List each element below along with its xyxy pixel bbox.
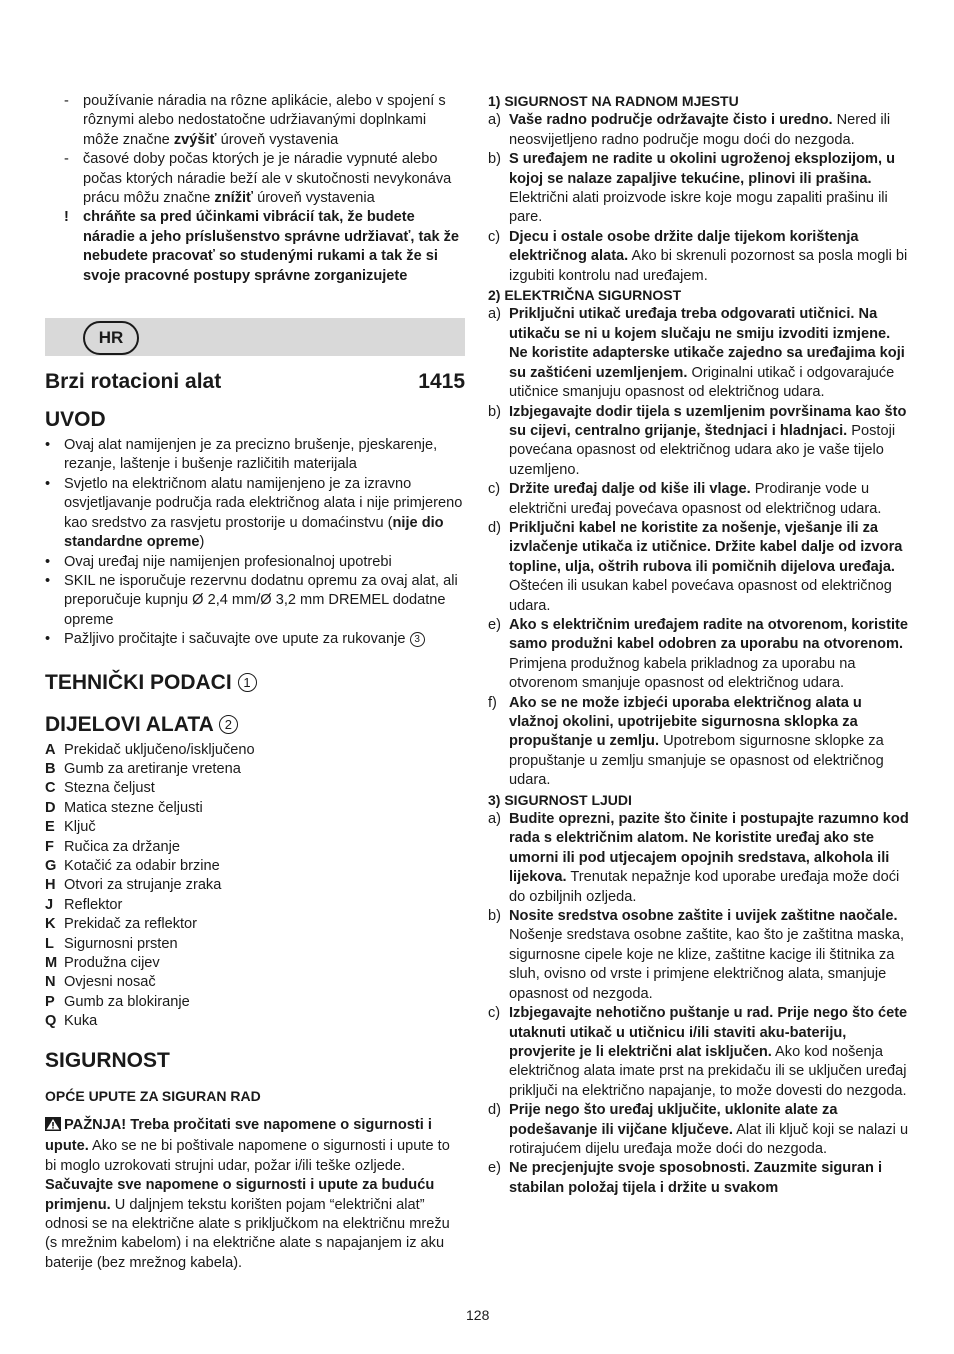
item-text-bold: Prije nego što uređaj uključite, uklonite alate za podešavanje ili vijčane ključeve.	[509, 1102, 838, 1138]
figure-ref-icon: 2	[219, 715, 238, 734]
item-text	[509, 1101, 910, 1159]
part-label: Matica stezne čeljusti	[64, 799, 203, 816]
item-text-normal: Nošenje sredstava osobne zaštite, kao što je zaštitna maska, sigurnosne cipele koje ne klize, zaštitne kacige ili štitnika za sluh, ovisno od vrste i primjene električnog alata, smanjuje opasnost od nezgoda.	[509, 927, 905, 1002]
text: časové doby počas ktorých je je náradie vypnuté alebo počas ktorých náradie beží ale v skutočnosti nevykonáva prácu môžu značne	[83, 151, 452, 207]
section-heading: 3) SIGURNOST LJUDI	[488, 791, 632, 808]
item-text	[509, 810, 910, 907]
part-item	[45, 954, 465, 973]
parts-list	[45, 741, 465, 1032]
bullet-item	[45, 436, 465, 475]
product-number: 1415	[418, 370, 465, 394]
part-letter: K	[45, 916, 56, 933]
bullet-icon: •	[45, 475, 51, 492]
bullet-icon: •	[45, 437, 51, 454]
part-label: Otvori za strujanje zraka	[64, 877, 222, 894]
item-letter: e)	[488, 1160, 501, 1177]
item-text-bold: Izbjegavajte nehotično puštanje u rad. Prije nego što ćete utaknuti utikač u utičnicu i/ili staviti aku-bateriju, provjerite je li električni alat isključen.	[509, 1005, 908, 1060]
language-band	[45, 318, 465, 356]
item-text-bold: Nosite sredstva osobne zaštite i uvijek zaštitne naočale.	[509, 908, 898, 925]
text: U daljnjem tekstu korišten pojam “električni alat” odnosi se na električne alate s priključkom na električnu mrežu (s mrežnim kabelom) i na električne alate s napajanjem iz aku baterije (bez mrežnog kabela).	[45, 1196, 450, 1271]
heading-text: TEHNIČKI PODACI	[45, 670, 232, 694]
page-number: 128	[466, 1307, 490, 1323]
item-text	[509, 616, 910, 694]
part-letter: B	[45, 760, 56, 777]
part-letter: M	[45, 955, 58, 971]
item-letter: c)	[488, 228, 501, 245]
dash-marker: -	[64, 151, 69, 168]
warning-triangle-icon	[45, 1117, 61, 1137]
safety-item	[488, 694, 910, 791]
item-letter: d)	[488, 519, 501, 536]
part-letter: D	[45, 799, 56, 816]
part-item	[45, 799, 465, 818]
subheading-opce-upute: OPĆE UPUTE ZA SIGURAN RAD	[45, 1087, 261, 1104]
item-text	[509, 228, 910, 286]
item-text-bold: Djecu i ostale osobe držite dalje tijekom korištenja električnog alata.	[509, 228, 859, 265]
heading-tehnicki	[45, 669, 465, 697]
item-text-bold: Priključni kabel ne koristite za nošenje, vješanje ili za izvlačenje utikača iz utičnice. Držite kabel dalje od izvora topline, ulja, oštrih rubova ili pomičnih dijelova uređaja.	[509, 519, 903, 575]
part-item	[45, 818, 465, 837]
safety-item	[488, 111, 910, 150]
part-letter: J	[45, 896, 54, 913]
part-letter: F	[45, 838, 54, 855]
part-letter: G	[45, 857, 57, 874]
text-bold: znížiť	[214, 190, 254, 207]
right-column	[488, 92, 910, 1198]
item-letter: b)	[488, 151, 501, 168]
product-title-row	[45, 368, 465, 396]
item-text-normal: Upotrebom sigurnosne sklopke za propuštanje u zemlju smanjuje se opasnost od električnog udara.	[509, 733, 884, 789]
part-label: Kuka	[64, 1013, 98, 1030]
part-letter: Q	[45, 1013, 57, 1030]
item-text	[509, 694, 910, 791]
text-bold: PAŽNJA! Treba pročitati sve napomene o sigurnosti i upute.	[45, 1117, 432, 1155]
part-label: Reflektor	[64, 896, 123, 913]
section-heading: 2) ELEKTRIČNA SIGURNOST	[488, 287, 682, 304]
item-text-bold: S uređajem ne radite u okolini ugroženoj eksplozijom, u kojoj se nalaze zapaljive tekućine, plinovi ili prašina.	[509, 151, 895, 187]
safety-item	[488, 305, 910, 402]
item-letter: c)	[488, 481, 501, 498]
item-text	[509, 305, 910, 402]
part-label: Kotačić za odabir brzine	[64, 857, 220, 874]
list-item	[45, 150, 465, 208]
item-letter: d)	[488, 1102, 501, 1119]
part-item	[45, 935, 465, 954]
section-list	[488, 810, 910, 1198]
exclamation-marker: !	[64, 209, 69, 226]
text: Pažljivo pročitajte i sačuvajte ove upute za rukovanje	[64, 631, 406, 648]
heading-uvod: UVOD	[45, 408, 106, 432]
item-text-normal: Oštećen ili usukan kabel povećava opasnost od električnog udara.	[509, 578, 892, 614]
dash-marker: -	[64, 93, 69, 109]
text: SKIL ne isporučuje rezervnu dodatnu opremu za ovaj alat, ali preporučuje kupnju Ø 2,4 mm/Ø 3,2 mm DREMEL dodatne opreme	[64, 572, 458, 628]
part-label: Sigurnosni prsten	[64, 935, 178, 952]
part-label: Gumb za aretiranje vretena	[64, 760, 241, 777]
text: používanie náradia na rôzne aplikácie, alebo v spojení s rôznymi alebo nedostatočne udržiavanými doplnkami môže značne	[83, 93, 446, 148]
item-text-normal: Postoji povećana opasnost od električnog udara ako je vaše tijelo uzemljeno.	[509, 422, 896, 478]
section-heading: 1) SIGURNOST NA RADNOM MJESTU	[488, 93, 739, 109]
part-label: Prekidač uključeno/isključeno	[64, 741, 255, 758]
left-column	[45, 92, 465, 1273]
item-text-bold: Ako se ne može izbjeći uporaba električnog alata u vlažnoj okolini, upotrijebite sigurnosna sklopka za propuštanje u zemlju.	[509, 694, 862, 750]
part-item	[45, 1012, 465, 1031]
part-label: Produžna cijev	[64, 955, 160, 971]
item-text-normal: Ako bi skrenuli pozornost sa posla mogli bi izgubiti kontrolu nad uređajem.	[509, 248, 908, 284]
item-text-normal: Primjena produžnog kabela prikladnog za uporabu na otvorenom smanjuje opasnost od električnog udara.	[509, 655, 856, 692]
item-text-normal: Električni alati proizvode iskre koje mogu zapaliti prašinu ili pare.	[509, 190, 888, 226]
item-text	[509, 403, 910, 481]
safety-item	[488, 519, 910, 616]
item-letter: c)	[488, 1005, 501, 1022]
safety-item	[488, 616, 910, 694]
bullet-icon: •	[45, 631, 51, 648]
item-text-bold: Ako s električnim uređajem radite na otvorenom, koristite samo produžni kabel odobren za uporabu na otvorenom.	[509, 616, 909, 653]
part-label: Gumb za blokiranje	[64, 993, 190, 1010]
safety-item	[488, 150, 910, 228]
section-list	[488, 305, 910, 790]
bullet-item	[45, 553, 465, 572]
item-text-bold: Držite uređaj dalje od kiše ili vlage.	[509, 481, 751, 498]
part-letter: H	[45, 877, 56, 894]
safety-item	[488, 1101, 910, 1159]
part-item	[45, 779, 465, 798]
product-title: Brzi rotacioni alat	[45, 370, 222, 394]
item-text-bold: Izbjegavajte dodir tijela s uzemljenim površinama kao što su cijevi, centralno grijanje, štednjaci i hladnjaci.	[509, 403, 907, 439]
figure-ref-icon: 1	[238, 673, 257, 692]
item-text-normal: Trenutak nepažnje kod uporabe uređaja može doći do ozbiljnih ozljeda.	[509, 869, 900, 905]
part-item	[45, 857, 465, 876]
safety-item	[488, 228, 910, 286]
text: )	[199, 534, 205, 551]
part-item	[45, 973, 465, 992]
figure-ref-icon: 3	[410, 632, 425, 647]
item-text-bold: Ne precjenjujte svoje sposobnosti. Zauzmite siguran i stabilan položaj tijela i držite u svakom	[509, 1160, 883, 1196]
part-item	[45, 896, 465, 915]
item-text	[509, 111, 910, 150]
part-label: Prekidač za reflektor	[64, 916, 198, 933]
part-letter: N	[45, 974, 56, 991]
part-label: Stezna čeljust	[64, 780, 155, 797]
heading-sigurnost: SIGURNOST	[45, 1048, 170, 1072]
text-bold: Sačuvajte sve napomene o sigurnosti i upute za buduću primjenu.	[45, 1177, 435, 1213]
list-item	[45, 208, 465, 286]
item-letter: b)	[488, 403, 501, 420]
item-text	[509, 150, 910, 228]
part-item	[45, 993, 465, 1012]
part-item	[45, 760, 465, 779]
part-item	[45, 838, 465, 857]
item-text-bold: Budite oprezni, pazite što činite i postupajte razumno kod rada s električnim alatom. Ne koristite uređaj ako ste umorni ili pod utjecajem opojnih sredstava, alkohola ili lijekova.	[509, 811, 909, 886]
item-text	[509, 1004, 910, 1101]
part-letter: E	[45, 819, 55, 836]
item-letter: a)	[488, 112, 501, 129]
item-text-normal: Alat ili ključ koji se nalazi u rotirajućem dijelu uređaja može doći do nezgoda.	[509, 1121, 909, 1157]
part-item	[45, 741, 465, 760]
bullet-item	[45, 475, 465, 553]
item-letter: f)	[488, 694, 497, 711]
safety-item	[488, 810, 910, 907]
text: Ako se ne bi poštivale napomene o sigurnosti i upute to bi moglo uzrokovati strujni udar, požar i/ili teške ozljede.	[45, 1138, 450, 1174]
item-letter: e)	[488, 616, 501, 633]
part-letter: A	[45, 741, 56, 758]
part-item	[45, 915, 465, 934]
item-letter: a)	[488, 811, 501, 828]
part-letter: C	[45, 780, 56, 797]
part-label: Ovjesni nosač	[64, 974, 156, 991]
item-text	[509, 480, 910, 519]
heading-text: DIJELOVI ALATA	[45, 712, 213, 736]
safety-item	[488, 907, 910, 1004]
safety-item	[488, 480, 910, 519]
item-text-bold: Vaše radno područje održavajte čisto i uredno.	[509, 112, 833, 129]
bullet-icon: •	[45, 553, 51, 570]
text-bold: nije dio standardne opreme	[64, 514, 444, 551]
item-text-bold: Priključni utikač uređaja treba odgovarati utičnici. Na utikaču se ni u kojem slučaju ne smiju izvoditi izmjene. Ne koristite adapterske utikače zajedno sa uređajima koji su zaštićeni uzemljenjem.	[509, 306, 905, 381]
part-item	[45, 876, 465, 895]
item-letter: a)	[488, 306, 501, 323]
text: Svjetlo na električnom alatu namijenjeno je za izravno osvjetljavanje područja rada električnog alata i nije primjereno kao sredstvo za rasvjetu prostorije u domaćinstvu (	[64, 475, 463, 531]
safety-item	[488, 403, 910, 481]
bullet-item	[45, 630, 465, 649]
part-letter: L	[45, 935, 54, 952]
item-text-normal: Ako kod nošenja električnog alata imate prst na prekidaču ili se uključen uređaj priključi na električno napajanje, to može dovesti do nezgoda.	[509, 1043, 907, 1099]
item-text-normal: Prodiranje vode u električni uređaj povećava opasnost od električnog udara.	[509, 481, 882, 517]
bullet-icon: •	[45, 572, 51, 589]
text: úroveň vystavenia	[253, 190, 375, 207]
safety-item	[488, 1004, 910, 1101]
heading-dijelovi	[45, 711, 465, 739]
text: úroveň vystavenia	[216, 131, 339, 148]
item-text	[509, 907, 910, 1004]
text: Ovaj alat namijenjen je za precizno brušenje, pjeskarenje, rezanje, laštenje i bušenje različitih materijala	[64, 437, 438, 473]
safety-item	[488, 1159, 910, 1198]
item-text	[509, 1159, 910, 1198]
bullet-item	[45, 572, 465, 630]
language-badge: HR	[83, 321, 139, 355]
part-label: Ključ	[64, 819, 96, 836]
item-text	[509, 519, 910, 616]
item-text-normal: Originalni utikač i odgovarajuće utičnice smanjuju opasnost od električnog udara.	[509, 364, 895, 401]
section-list	[488, 111, 910, 286]
text-bold: zvýšiť	[173, 131, 217, 148]
part-letter: P	[45, 993, 55, 1010]
part-label: Ručica za držanje	[64, 838, 180, 855]
text: Ovaj uređaj nije namijenjen profesionalnoj upotrebi	[64, 553, 392, 570]
list-item	[45, 92, 465, 150]
item-text-normal: Nered ili neosvijetljeno radno područje mogu doći do nezgoda.	[509, 112, 891, 148]
item-letter: b)	[488, 908, 501, 925]
warning-paragraph	[45, 1116, 465, 1273]
text-bold: chráňte sa pred účinkami vibrácií tak, že budete náradie a jeho príslušenstvo správne udržiavať, tak že nebudete pracovať so studenými rukami a tak že si svoje pracovné postupy správne zorganizujete	[83, 209, 460, 284]
